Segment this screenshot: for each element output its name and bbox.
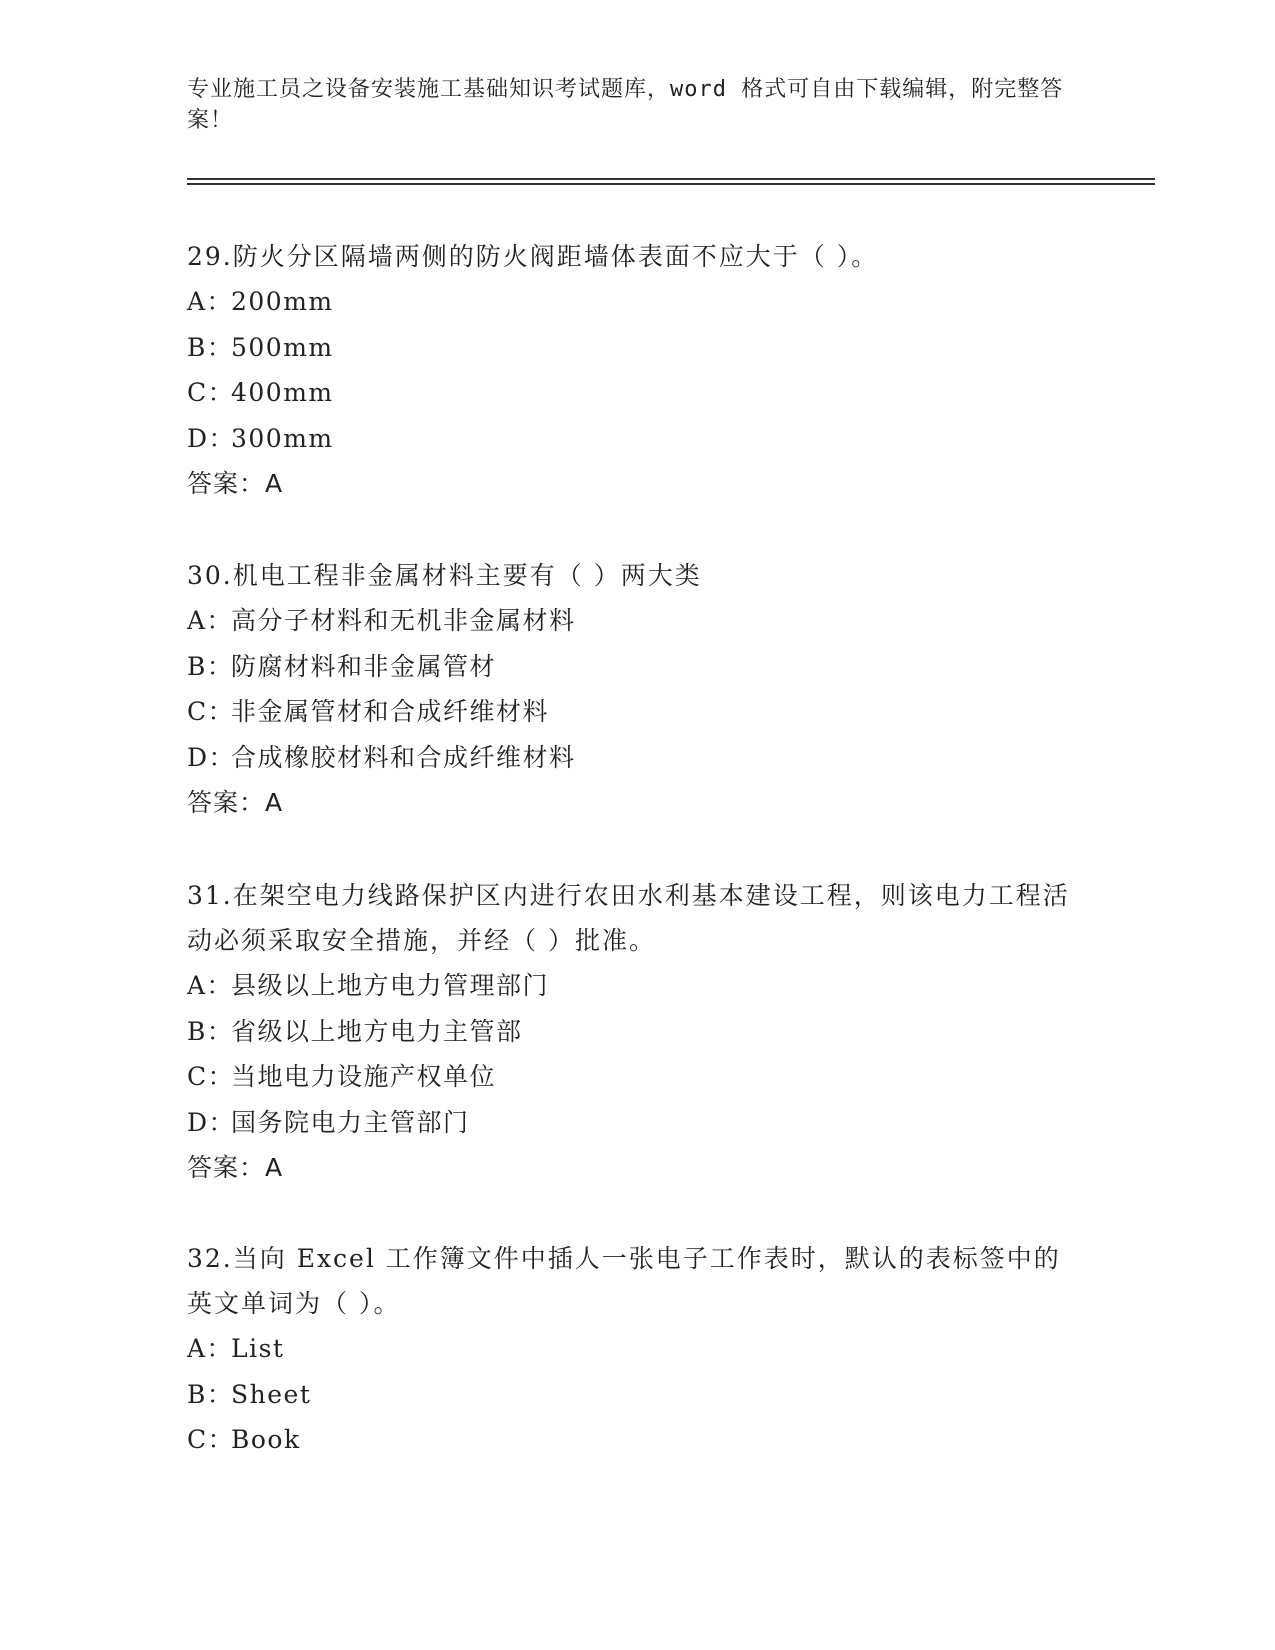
option-text: 400mm (231, 378, 334, 407)
option-key: D： (187, 1107, 236, 1137)
question-31 (187, 873, 1087, 1190)
option-text: 500mm (231, 332, 334, 362)
option-key: C： (187, 378, 235, 407)
option-text: 非金属管材和合成纤维材料 (231, 697, 550, 726)
option-c (187, 370, 1087, 416)
option-text: List (231, 1334, 285, 1363)
option-b (187, 1372, 1087, 1418)
option-key: C： (187, 697, 235, 726)
option-text: 当地电力设施产权单位 (231, 1062, 497, 1091)
option-key: A： (187, 971, 234, 1000)
option-key: A： (187, 606, 234, 635)
question-stem: 32.当向 Excel 工作簿文件中插人一张电子工作表时，默认的表标签中的英文单词为（ ）。 (187, 1244, 1061, 1318)
option-c (187, 689, 1087, 735)
question-32 (187, 1236, 1087, 1463)
option-d (187, 1100, 1087, 1146)
option-text: 县级以上地方电力管理部门 (231, 971, 550, 1000)
question-30 (187, 553, 1087, 825)
option-a (187, 279, 1087, 325)
option-key: C： (187, 1062, 235, 1091)
option-key: D： (187, 742, 236, 772)
option-key: B： (187, 1379, 234, 1409)
option-text: 防腐材料和非金属管材 (231, 651, 497, 681)
question-stem: 29.防火分区隔墙两侧的防火阀距墙体表面不应大于（ ）。 (187, 242, 879, 271)
option-text: Book (231, 1425, 301, 1454)
option-text: 200mm (231, 287, 334, 316)
option-key: A： (187, 287, 234, 316)
option-text: 国务院电力主管部门 (231, 1107, 470, 1137)
option-c (187, 1417, 1087, 1463)
option-text: 合成橡胶材料和合成纤维材料 (231, 742, 576, 772)
option-text: 高分子材料和无机非金属材料 (231, 606, 576, 635)
option-b (187, 325, 1087, 371)
question-stem: 31.在架空电力线路保护区内进行农田水利基本建设工程，则该电力工程活动必须采取安全措施，并经（ ）批准。 (187, 881, 1070, 955)
option-text: 300mm (231, 423, 334, 453)
option-b (187, 1009, 1087, 1055)
option-key: A： (187, 1334, 234, 1363)
document-header: 专业施工员之设备安装施工基础知识考试题库，word 格式可自由下载编辑，附完整答案！ (187, 77, 1064, 133)
option-a (187, 598, 1087, 644)
option-key: C： (187, 1425, 235, 1454)
option-key: B： (187, 332, 234, 362)
header-divider-top (187, 178, 1155, 180)
option-key: B： (187, 1016, 234, 1046)
answer-line: 答案：A (187, 469, 284, 498)
option-text: 省级以上地方电力主管部 (231, 1016, 523, 1046)
option-d (187, 416, 1087, 462)
option-key: B： (187, 651, 234, 681)
option-text: Sheet (231, 1379, 312, 1409)
option-d (187, 735, 1087, 781)
question-29 (187, 234, 1087, 506)
answer-line: 答案：A (187, 1153, 284, 1182)
option-a (187, 1326, 1087, 1372)
option-c (187, 1054, 1087, 1100)
answer-line: 答案：A (187, 788, 284, 817)
option-key: D： (187, 423, 236, 453)
question-stem: 30.机电工程非金属材料主要有（ ）两大类 (187, 561, 702, 590)
option-b (187, 644, 1087, 690)
header-divider-bottom (187, 183, 1155, 185)
option-a (187, 963, 1087, 1009)
